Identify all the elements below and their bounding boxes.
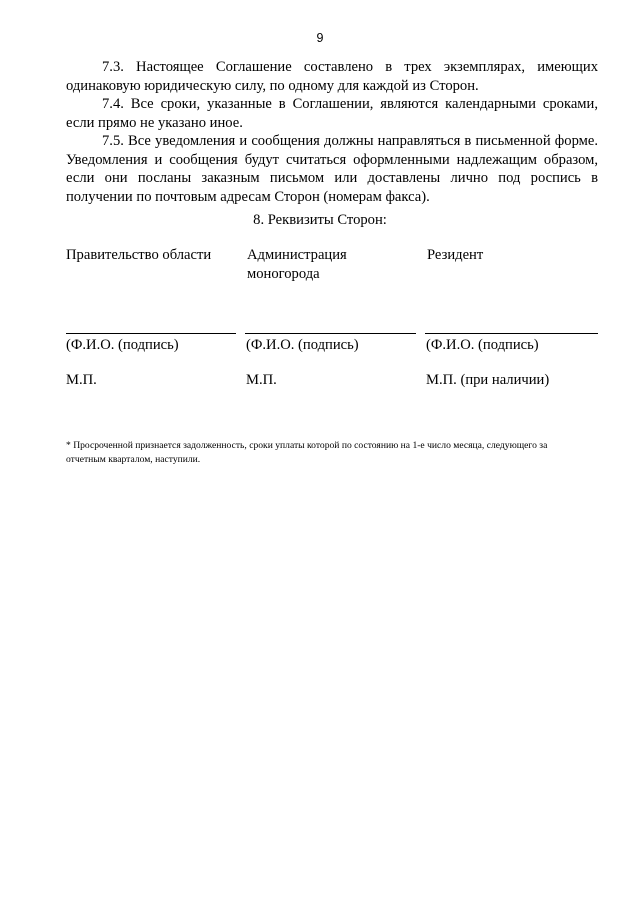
signature-label-administration: (Ф.И.О. (подпись) bbox=[246, 337, 359, 353]
section-7-text bbox=[66, 58, 598, 206]
page-number: 9 bbox=[316, 31, 324, 45]
paragraph-7-4: 7.4. Все сроки, указанные в Соглашении, являются календарными сроками, если прямо не указано иное. bbox=[66, 96, 598, 131]
party-administration-name: Администрация моногорода bbox=[247, 247, 347, 282]
party-government-name: Правительство области bbox=[66, 247, 212, 263]
party-resident-name: Резидент bbox=[427, 247, 484, 263]
paragraph-7-3: 7.3. Настоящее Соглашение составлено в трех экземплярах, имеющих одинаковую юридическую силу, по одному для каждой из Сторон. bbox=[66, 59, 598, 94]
paragraph-7-5: 7.5. Все уведомления и сообщения должны направляться в письменной форме. Уведомления и сообщения будут считаться оформленными надлежащим образом, если они посланы заказным письмом или доставлены лично под роспись в получении по почтовым адресам Сторон (номерам факса). bbox=[66, 133, 598, 205]
signature-line-government bbox=[66, 333, 236, 334]
signature-line-resident bbox=[425, 333, 598, 334]
section-8-title: 8. Реквизиты Сторон: bbox=[253, 212, 387, 228]
seal-place-resident: М.П. (при наличии) bbox=[426, 372, 550, 388]
signature-label-government: (Ф.И.О. (подпись) bbox=[66, 337, 179, 353]
seal-place-administration: М.П. bbox=[246, 372, 277, 388]
signature-label-resident: (Ф.И.О. (подпись) bbox=[426, 337, 539, 353]
footnote: * Просроченной признается задолженность, сроки уплаты которой по состоянию на 1-е число месяца, следующего за отчетным кварталом, наступили. bbox=[66, 440, 548, 465]
signature-line-administration bbox=[245, 333, 416, 334]
seal-place-government: М.П. bbox=[66, 372, 97, 388]
